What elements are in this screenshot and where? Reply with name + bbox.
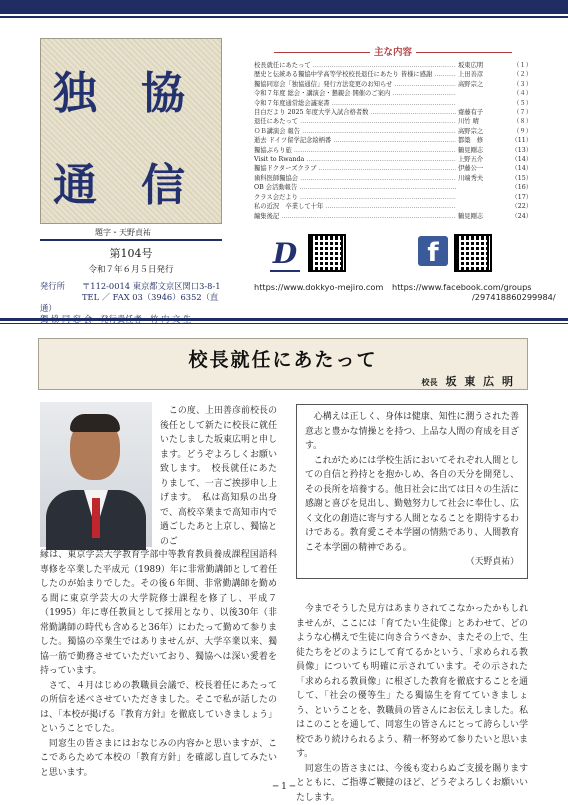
toc-item-author: 上野五介: [456, 155, 504, 164]
toc-item-title: 令和７年度通常総会議案書 …………………………………………………………………………………: [254, 99, 456, 108]
education-policy-box: 心構えは正しく、身体は健康、知性に潤うされた善意志と豊かな情操とを持つ、上品な人間の育成を目ざす。 これがためには学校生活においてそれぞれ人間としての自信と矜持とを抱かしめ、各自の天分を開発し、その長所を培養する。他日社会に出ては日々の生活に感謝と喜びを見出し、勤勉努力して社会に奉仕し、広く文化の創造に寄与する人間となることを期待するわけである。教育愛こそ本学園の情熱であり、人間教育こそ本学園の精神である。 （天野貞祐）: [296, 404, 528, 579]
issue-rule: [40, 239, 222, 241]
toc-item-page: （22）: [504, 202, 532, 211]
masthead-char: 協: [141, 68, 185, 119]
toc-item-title: 歯科医師獨協会 …………………………………………………………………………………: [254, 174, 456, 183]
toc-item-author: 鶴見剛志: [456, 146, 504, 155]
masthead-char: 独: [53, 68, 97, 119]
article-col1-top: この度、上田善彦前校長の後任として新たに校長に就任いたしました坂東広明と申します。どうぞよろしくお願い致します。 校長就任にあたりまして、一言ご挨拶申し上げます。 私は高知県の出身で、高校卒業まで高知市内で過ごしたあと上京し、獨協とのご: [160, 406, 277, 547]
author-role: 校長: [421, 377, 438, 387]
toc-item-title: 校長就任にあたって …………………………………………………………………………………: [254, 61, 456, 70]
toc-item-title: Visit to Rwanda …………………………………………………………………………………: [254, 155, 456, 164]
facebook-link-cont[interactable]: /297418860299984/: [472, 292, 556, 302]
toc-item-author: [456, 183, 504, 192]
masthead-char: 信: [141, 160, 185, 211]
toc-item-author: 鶴見剛志: [456, 212, 504, 221]
toc-item-author: [456, 99, 504, 108]
toc-item-page: （１）: [504, 61, 532, 70]
toc-item-author: 都築 修: [456, 136, 504, 145]
toc-item-title: 獨協ドクターズクラブ …………………………………………………………………………………: [254, 164, 456, 173]
masthead-logo: [40, 38, 222, 224]
address: 〒112-0014 東京都文京区関口3-8-1: [82, 281, 221, 291]
toc-item-title: 獨協同窓会「独協通信」発行方法変更のお知らせ …………………………………………………………………………………: [254, 80, 456, 89]
toc-item-title: 編集後記 …………………………………………………………………………………: [254, 212, 456, 221]
toc-item-title: 私の近況 卒業して十年 …………………………………………………………………………………: [254, 202, 456, 211]
qr-code-icon: [454, 234, 492, 272]
toc-item[interactable]: [254, 212, 532, 221]
toc-item[interactable]: [254, 174, 532, 183]
toc-item[interactable]: [254, 146, 532, 155]
toc-item[interactable]: [254, 155, 532, 164]
toc-item[interactable]: [254, 89, 532, 98]
links-area: [254, 232, 556, 302]
toc-item-title: 歴史と伝統ある獨協中学高等学校校長退任にあたり 皆様に感謝 …………………………………………………………………………………: [254, 70, 456, 79]
toc-item-page: （16）: [504, 183, 532, 192]
toc-item-author: 川竹 晴: [456, 117, 504, 126]
toc-item-page: （15）: [504, 174, 532, 183]
toc-item-author: 高野宗之: [456, 127, 504, 136]
toc-item-page: （８）: [504, 117, 532, 126]
website-link[interactable]: https://www.dokkyo-mejiro.com: [254, 282, 384, 292]
top-band: [0, 0, 568, 14]
toc-item-title: OB 会活動報告 …………………………………………………………………………………: [254, 183, 456, 192]
facebook-link[interactable]: https://www.facebook.com/groups: [392, 282, 532, 292]
mid-rule: [0, 323, 568, 324]
toc-item-page: （５）: [504, 99, 532, 108]
toc-item[interactable]: [254, 183, 532, 192]
issue-date: 令和７年６月５日発行: [88, 265, 174, 275]
mid-band: [0, 318, 568, 321]
policy-signature: （天野貞祐）: [465, 557, 519, 567]
toc-item-author: 川端秀夫: [456, 174, 504, 183]
toc-item-page: （24）: [504, 212, 532, 221]
toc-item-title: クラス会だより …………………………………………………………………………………: [254, 193, 456, 202]
qr-code-icon: [308, 234, 346, 272]
toc-item[interactable]: [254, 164, 532, 173]
toc-item[interactable]: [254, 80, 532, 89]
toc-item-author: [456, 193, 504, 202]
top-rule: [0, 16, 568, 18]
publisher-label: 発行所: [40, 281, 65, 291]
article-header: [38, 338, 528, 390]
toc-item[interactable]: [254, 127, 532, 136]
dokkyo-logo-icon: D: [270, 236, 300, 272]
toc-item-author: 高野宗之: [456, 80, 504, 89]
toc-item-page: （14）: [504, 164, 532, 173]
issue-number: 第104号: [109, 247, 153, 260]
tel: TEL ／ FAX 03（3946）6352（直通）: [40, 292, 219, 313]
toc-item-page: （17）: [504, 193, 532, 202]
byline: [422, 373, 516, 389]
article-col2-bottom: 今までそうした見方はあまりされてこなかったかもしれませんが、ここには「育てたい生徒像」とあわせて、どのような心構えで生徒に向き合うべきか、またその上で、生徒たちをどのようにして育てるかという、「求められる教員像」についても明確に示されています。その示された「求められる教員像」に根ざした教育を徹底することを通して、「社会の優等生」たる獨協生を育てていきましょう、ということを、教職員の皆さんにお伝えしました。私はこのことを通して、同窓生の皆さんにとって誇らしい学校であり続けられるよう、精一杯努めて参りたいと思います。 同窓生の皆さまには、今後も変わらぬご支援を賜りますとともに、ご指導ご鞭撻のほど、どうぞよろしくお願いいたします。: [296, 604, 528, 803]
toc-item-title: 退任にあたって …………………………………………………………………………………: [254, 117, 456, 126]
masthead-char: 通: [53, 160, 97, 211]
facebook-icon: f: [418, 236, 448, 266]
author-name: 坂 東 広 明: [445, 375, 515, 388]
toc-item-page: （14）: [504, 155, 532, 164]
toc-item-author: 上田善彦: [456, 70, 504, 79]
toc-item-author: [456, 202, 504, 211]
toc-item-title: 令和７年度 総会・講演会・懇親会 開催のご案内 …………………………………………………………………………………: [254, 89, 456, 98]
toc-item-page: （９）: [504, 127, 532, 136]
toc-item-page: （４）: [504, 89, 532, 98]
article-title: 校長就任にあたって: [188, 349, 378, 371]
toc-title: 主な内容: [254, 44, 532, 58]
toc-item-title: 獨協ぶらり旅 …………………………………………………………………………………: [254, 146, 456, 155]
toc-item-page: （７）: [504, 108, 532, 117]
toc-item[interactable]: [254, 108, 532, 117]
toc-item-author: 坂東広明: [456, 61, 504, 70]
toc-item-page: （13）: [504, 146, 532, 155]
principal-photo: [40, 402, 152, 547]
page-number: ─ 1 ─: [272, 782, 296, 792]
toc-item-title: 逝去 ドイツ留学記念絵柄番 …………………………………………………………………………………: [254, 136, 456, 145]
toc-item-title: 目白だより 2025 年度大学入試合格者数 …………………………………………………………………………………: [254, 108, 456, 117]
toc-item[interactable]: [254, 117, 532, 126]
toc-item-page: （11）: [504, 136, 532, 145]
toc-item-author: [456, 89, 504, 98]
toc-item-page: （２）: [504, 70, 532, 79]
toc-item-author: 伊藤公一: [456, 164, 504, 173]
toc-item-title: ＯＢ講演会 報告 …………………………………………………………………………………: [254, 127, 456, 136]
table-of-contents: [254, 44, 532, 221]
toc-item[interactable]: [254, 193, 532, 202]
toc-item[interactable]: [254, 99, 532, 108]
toc-item[interactable]: [254, 136, 532, 145]
issue-info: [40, 232, 222, 325]
toc-item-author: 齋藤有子: [456, 108, 504, 117]
toc-item[interactable]: [254, 70, 532, 79]
masthead-caption: 題字・天野貞祐: [95, 228, 151, 237]
toc-item[interactable]: [254, 202, 532, 211]
article-col1-bottom: 縁は、東京学芸大学教育学部中等教育教員養成課程国語科専修を卒業した平成元（1989）年に非常勤講師として着任したのが始まりでした。その後６年間、非常勤講師を勤める間に東京学芸大の大学院修士課程を修了し、平成７（1995）年に専任教員として採用となり、以後30年（非常勤講師の時代も含めると36年）にわたって勤めて参りました。獨協の卒業生ではありませんが、大学卒業以来、獨協一筋で勤務させていただいており、獨協へは深い愛着を持っています。 さて、４月はじめの教職員会議で、校長着任にあたっての所信を述べさせていただきました。そこで私が話したのは、「本校が掲げる『教育方針』を徹底していきましょう」ということでした。 同窓生の皆さまにはおなじみの内容かと思いますが、ここであらためて本校の「教育方針」を確認し直してみたいと思います。: [40, 550, 277, 778]
toc-item-page: （３）: [504, 80, 532, 89]
toc-item[interactable]: [254, 61, 532, 70]
